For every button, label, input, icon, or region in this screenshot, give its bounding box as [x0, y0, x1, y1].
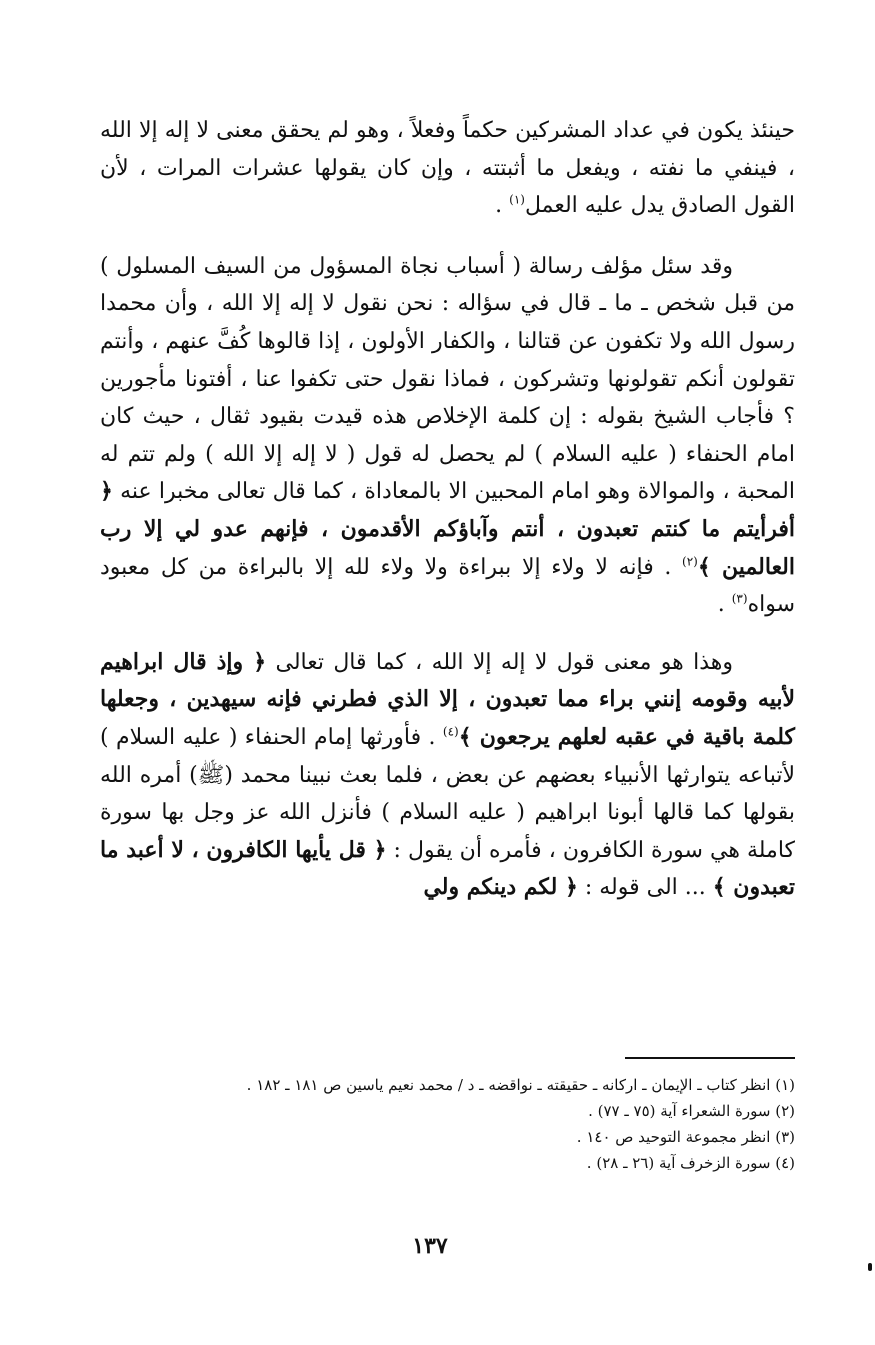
footnote-2: (٢) سورة الشعراء آية (٧٥ ـ ٧٧) .	[588, 1102, 795, 1120]
page-number: ١٣٧	[412, 1233, 448, 1259]
paragraph-2-end: .	[717, 592, 732, 618]
scan-mark	[868, 1263, 872, 1271]
paragraph-1-end: .	[495, 193, 510, 219]
footnote-ref-1: (١)	[509, 192, 525, 207]
main-text	[100, 112, 795, 907]
paragraph-2-text: وقد سئل مؤلف رسالة ( أسباب نجاة المسؤول من السيف المسلول ) من قبل شخص ـ ما ـ قال في سؤاله : نحن نقول لا إله إلا الله ، وأن محمدا رسول الله ولا تكفون عن قتالنا ، والكفار الأولون ، إذا قالوها كُفَّ عنهم ، وأنتم تقولون أنكم تقولونها وتشركون ، فماذا نقول حتى تكفوا عنا ، أفتونا مأجورين ؟ فأجاب الشيخ بقوله : إن كلمة الإخلاص هذه قيدت بقيود ثقال ، حيث كان امام الحنفاء ( عليه السلام ) لم يحصل له قول ( لا إله إلا الله ) ولم تتم له المحبة ، والموالاة وهو امام المحبين الا بالمعاداة ، كما قال تعالى مخبرا عنه	[100, 253, 795, 505]
paragraph-3	[100, 644, 795, 907]
quran-verse-ashuara: ﴿ أفرأيتم ما كنتم تعبدون ، أنتم وآباؤكم الأقدمون ، فإنهم عدو لي إلا رب العالمين ﴾	[100, 478, 795, 580]
footnote-3: (٣) انظر مجموعة التوحيد ص ١٤٠ .	[576, 1128, 795, 1146]
paragraph-3-text: وهذا هو معنى قول لا إله إلا الله ، كما قال تعالى	[266, 649, 733, 675]
footnote-ref-4: (٤)	[442, 724, 459, 739]
footnote-1: (١) انظر كتاب ـ الإيمان ـ اركانه ـ حقيقته ـ نواقضه ـ د / محمد نعيم ياسين ص ١٨١ ـ ١٨٢ .	[246, 1076, 795, 1094]
footnote-ref-3: (٣)	[731, 591, 748, 606]
quran-verse-alkafirun: ﴿ قل يأيها الكافرون ، لا أعبد ما تعبدون ﴾	[100, 836, 795, 901]
quran-verse-azzukhruf: ﴿ وإذ قال ابراهيم لأبيه وقومه إنني براء مما تعبدون ، إلا الذي فطرني فإنه سيهدين ، وجعلها كلمة باقية في عقبه لعلهم يرجعون ﴾	[100, 648, 795, 750]
footnotes	[100, 1072, 795, 1176]
paragraph-1	[100, 112, 795, 225]
footnote-4: (٤) سورة الزخرف آية (٢٦ ـ ٢٨) .	[586, 1154, 795, 1172]
quran-verse-alkafirun-end: ﴿ لكم دينكم ولي	[423, 874, 578, 901]
paragraph-2	[100, 248, 795, 624]
paragraph-3-text-cont: . فأورثها إمام الحنفاء ( عليه السلام ) لأتباعه يتوارثها الأنبياء بعضهم عن بعض ، فلما بعث نبينا محمد (ﷺ) أمره الله بقولها كما قالها أبونا ابراهيم ( عليه السلام ) فأنزل الله عز وجل بها سورة كاملة هي سورة الكافرون ، فأمره أن يقول :	[100, 724, 796, 863]
footnote-ref-2: (٢)	[682, 554, 698, 569]
paragraph-2-text-cont: . فإنه لا ولاء إلا ببراءة ولا ولاء لله إلا بالبراءة من كل معبود سواه	[100, 554, 795, 618]
footnote-separator	[625, 1057, 795, 1059]
paragraph-1-text: حينئذ يكون في عداد المشركين حكماً وفعلاً ، وهو لم يحقق معنى لا إله إلا الله ، فينفي ما نفته ، ويفعل ما أثبتته ، وإن كان يقولها عشرات المرات ، لأن القول الصادق يدل عليه العمل	[100, 118, 795, 219]
paragraph-3-text-cont2: ... الى قوله :	[577, 875, 713, 901]
